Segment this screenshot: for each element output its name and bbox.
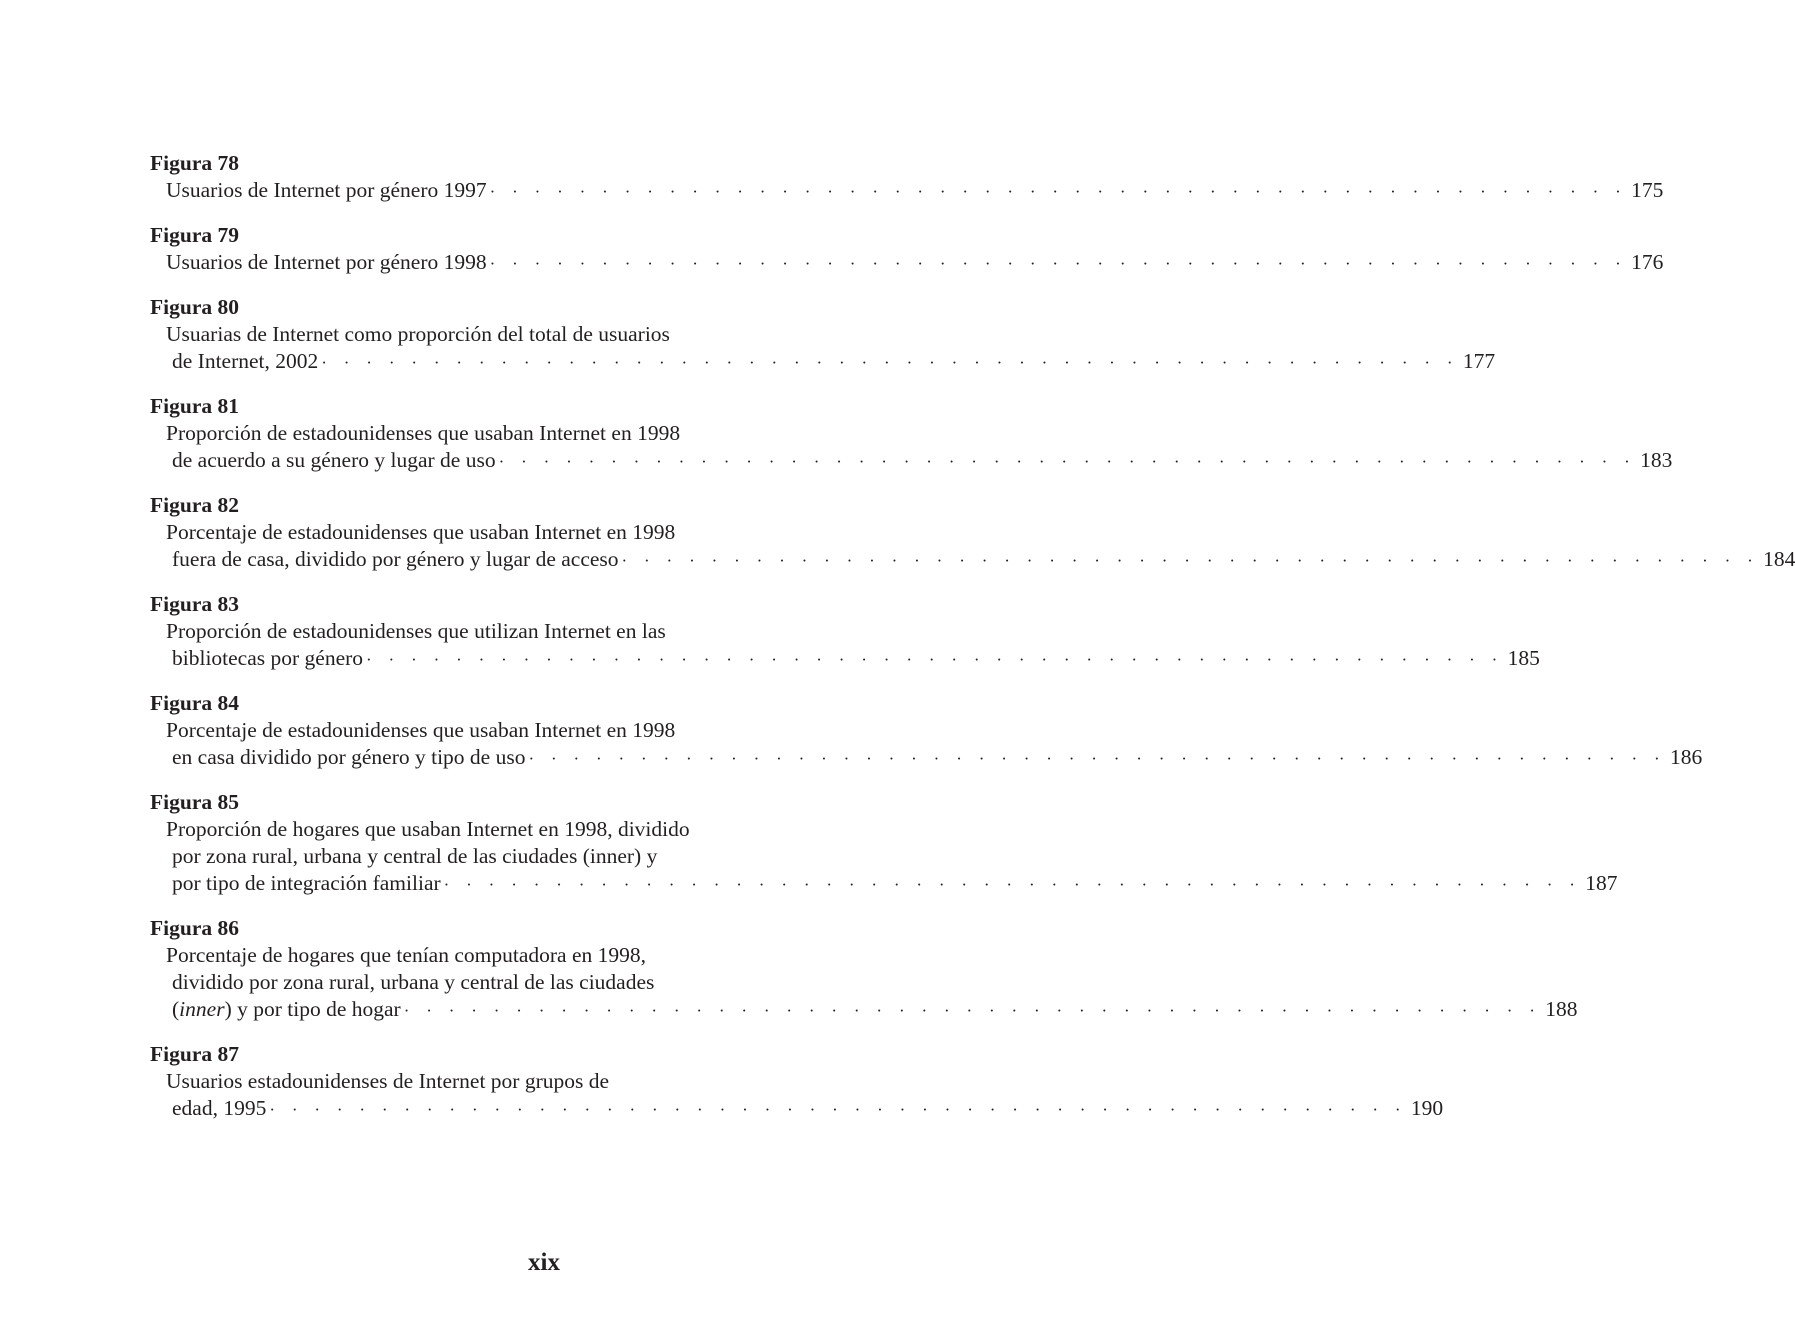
entry-title-open: (: [172, 997, 180, 1021]
figure-label: Figura 79: [150, 223, 239, 247]
entry-title-line: [150, 996, 1578, 1023]
entry-title: [172, 996, 401, 1023]
entry-title-italic: inner: [179, 997, 225, 1021]
entry-title: fuera de casa, dividido por género y lugar de acceso: [172, 547, 619, 571]
figure-label: Figura 78: [150, 151, 239, 175]
toc-entry: [150, 690, 1703, 771]
toc-entry: [150, 222, 1664, 276]
figure-label: Figura 86: [150, 916, 239, 940]
figure-label: Figura 81: [150, 394, 239, 418]
toc-entry: [150, 789, 1618, 897]
entry-title: dividido por zona rural, urbana y central de las ciudades: [172, 970, 655, 994]
entry-title: Usuarias de Internet como proporción del total de usuarios: [166, 322, 670, 346]
toc-entry: [150, 492, 1795, 573]
entry-title: Usuarios de Internet por género 1998: [166, 250, 487, 274]
page-number: 187: [1585, 871, 1618, 895]
figure-label: Figura 85: [150, 790, 239, 814]
entry-title-line: [150, 1095, 1444, 1122]
entry-title-line: [150, 177, 1664, 204]
toc-entry: [150, 294, 1496, 375]
page-number: 184: [1763, 547, 1795, 571]
figure-label: Figura 80: [150, 295, 239, 319]
entry-title: Usuarios estadounidenses de Internet por grupos de: [166, 1069, 610, 1093]
entry-title: Porcentaje de hogares que tenían computadora en 1998,: [166, 943, 646, 967]
toc-entry: [150, 393, 1673, 474]
dot-leader: · · · · · · · · · · · · · · · · · · · · · · · · · · · · · · · · · · · · · · · · · · · · · · · · · · ·: [269, 1100, 1407, 1119]
dot-leader: · · · · · · · · · · · · · · · · · · · · · · · · · · · · · · · · · · · · · · · · · · · · · · · · · · ·: [489, 254, 1628, 273]
dot-leader: · · · · · · · · · · · · · · · · · · · · · · · · · · · · · · · · · · · · · · · · · · · · · · · · · · ·: [621, 551, 1760, 570]
page-number: 185: [1507, 646, 1540, 670]
figure-label: Figura 84: [150, 691, 239, 715]
entry-title: en casa dividido por género y tipo de uso: [172, 745, 526, 769]
page-number: 183: [1640, 448, 1673, 472]
entry-title-line: [150, 870, 1618, 897]
entry-title-line: [150, 546, 1795, 573]
dot-leader: · · · · · · · · · · · · · · · · · · · · · · · · · · · · · · · · · · · · · · · · · · · · · · · · · · ·: [403, 1001, 1542, 1020]
toc-entry: [150, 915, 1578, 1023]
entry-title: por zona rural, urbana y central de las ciudades (inner) y: [172, 844, 658, 868]
entry-title-rest: ) y por tipo de hogar: [224, 997, 401, 1021]
dot-leader: · · · · · · · · · · · · · · · · · · · · · · · · · · · · · · · · · · · · · · · · · · · · · · · · · · ·: [489, 182, 1628, 201]
entry-title-line: [150, 645, 1540, 672]
entry-title: bibliotecas por género: [172, 646, 364, 670]
entry-title: por tipo de integración familiar: [172, 871, 441, 895]
page-folio: xix: [528, 1249, 560, 1276]
figure-label: Figura 83: [150, 592, 239, 616]
figure-label: Figura 82: [150, 493, 239, 517]
entry-title: de acuerdo a su género y lugar de uso: [172, 448, 496, 472]
table-of-figures: [150, 150, 1795, 1140]
entry-title: Proporción de estadounidenses que usaban Internet en 1998: [166, 421, 681, 445]
entry-title-line: [150, 744, 1703, 771]
dot-leader: · · · · · · · · · · · · · · · · · · · · · · · · · · · · · · · · · · · · · · · · · · · · · · · · · · ·: [498, 452, 1637, 471]
toc-entry: [150, 1041, 1444, 1122]
toc-entry: [150, 150, 1664, 204]
dot-leader: · · · · · · · · · · · · · · · · · · · · · · · · · · · · · · · · · · · · · · · · · · · · · · · · · · ·: [366, 650, 1504, 669]
page-number: 188: [1545, 997, 1578, 1021]
entry-title: Porcentaje de estadounidenses que usaban Internet en 1998: [166, 718, 676, 742]
page-number: 177: [1462, 349, 1496, 373]
entry-title: Porcentaje de estadounidenses que usaban Internet en 1998: [166, 520, 676, 544]
entry-title-line: [150, 447, 1673, 474]
entry-title-line: [150, 249, 1664, 276]
dot-leader: · · · · · · · · · · · · · · · · · · · · · · · · · · · · · · · · · · · · · · · · · · · · · · · · · · ·: [443, 875, 1582, 894]
entry-title: de Internet, 2002: [172, 349, 319, 373]
page-number: 186: [1670, 745, 1703, 769]
entry-title: Proporción de hogares que usaban Internet en 1998, dividido: [166, 817, 690, 841]
page-number: 190: [1410, 1096, 1444, 1120]
entry-title: edad, 1995: [172, 1096, 267, 1120]
dot-leader: · · · · · · · · · · · · · · · · · · · · · · · · · · · · · · · · · · · · · · · · · · · · · · · · · · ·: [528, 749, 1667, 768]
dot-leader: · · · · · · · · · · · · · · · · · · · · · · · · · · · · · · · · · · · · · · · · · · · · · · · · · · ·: [321, 353, 1459, 372]
page-number: 175: [1631, 178, 1664, 202]
entry-title: Proporción de estadounidenses que utilizan Internet en las: [166, 619, 666, 643]
figure-label: Figura 87: [150, 1042, 239, 1066]
entry-title: Usuarios de Internet por género 1997: [166, 178, 487, 202]
page-number: 176: [1631, 250, 1664, 274]
entry-title-line: [150, 348, 1496, 375]
toc-entry: [150, 591, 1540, 672]
